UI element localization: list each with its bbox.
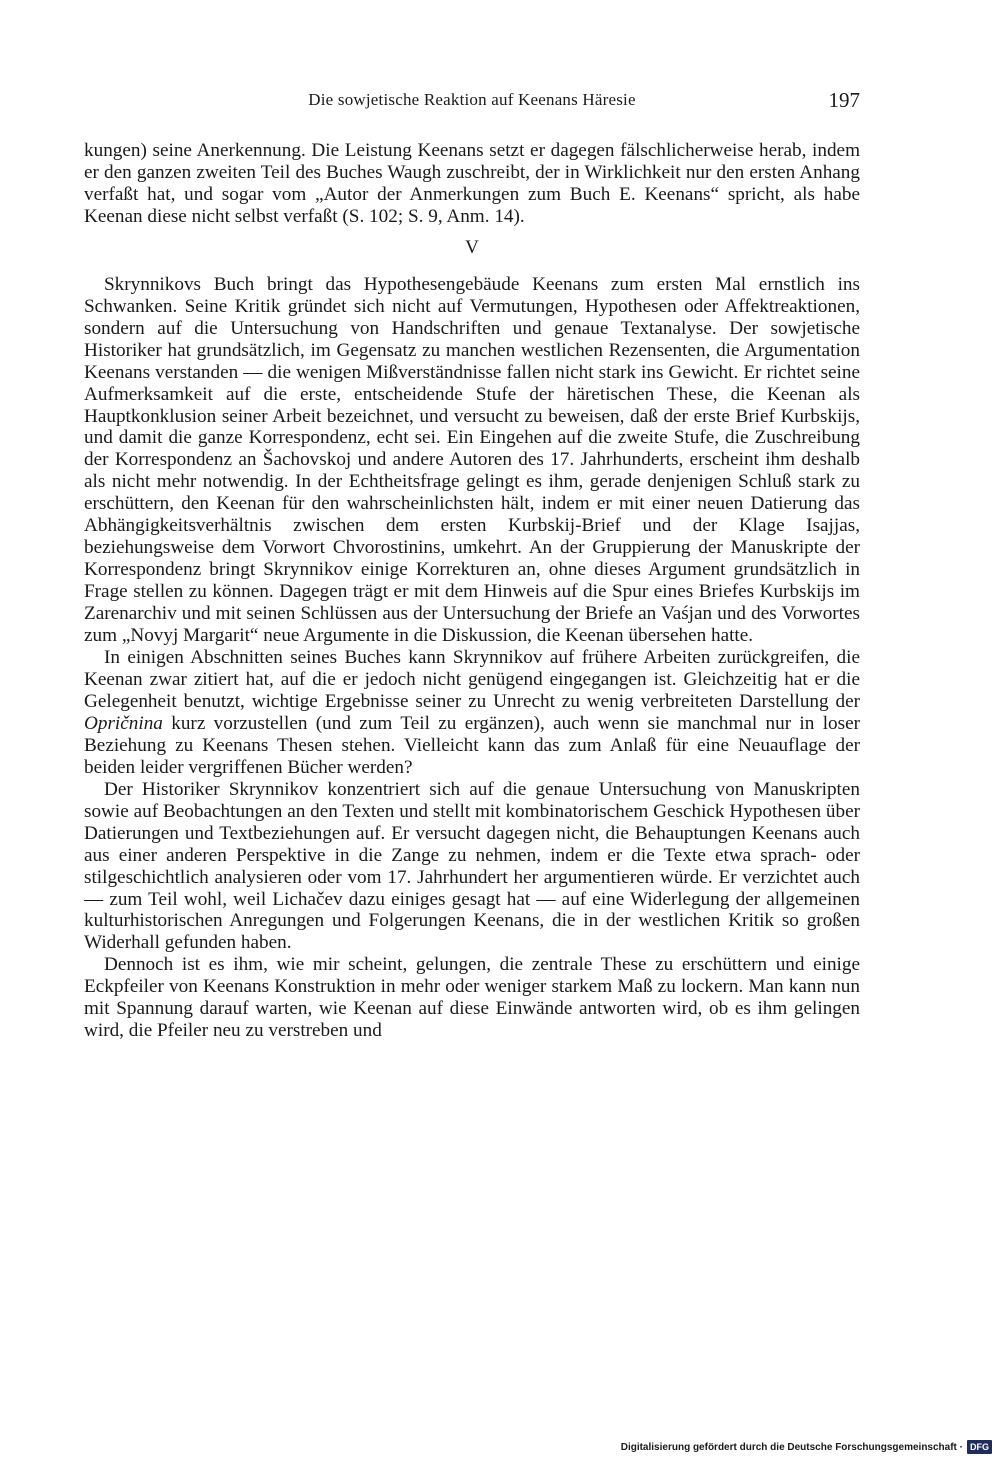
paragraph-2-text-after: kurz vorzustellen (und zum Teil zu ergänzen), auch wenn sie manchmal nur in loser Beziehung zu Keenans Thesen stehen. Vielleicht kann das zum Anlaß für eine Neuauflage der beiden leider vergriffenen Bücher werden?	[84, 712, 860, 778]
running-title: Die sowjetische Reaktion auf Keenans Häresie	[308, 90, 636, 109]
page-number: 197	[828, 88, 860, 112]
paragraph-4: Dennoch ist es ihm, wie mir scheint, gelungen, die zentrale These zu erschüttern und einige Eckpfeiler von Keenans Konstruktion in mehr oder weniger starkem Maß zu lockern. Man kann nun mit Spannung darauf warten, wie Keenan auf diese Einwände antworten wird, ob es ihm gelingen wird, die Pfeiler neu zu verstreben und	[84, 954, 860, 1042]
dfg-logo: DFG	[967, 1440, 992, 1454]
digitization-credit: Digitalisierung gefördert durch die Deutsche Forschungsgemeinschaft ·	[620, 1441, 963, 1453]
paragraph-1: Skrynnikovs Buch bringt das Hypothesengebäude Keenans zum ersten Mal ernstlich ins Schwanken. Seine Kritik gründet sich nicht auf Vermutungen, Hypothesen oder Affektreaktionen, sondern auf die Untersuchung von Handschriften und genaue Textanalyse. Der sowjetische Historiker hat grundsätzlich, im Gegensatz zu manchen westlichen Rezensenten, die Argumentation Keenans verstanden — die wenigen Mißverständnisse fallen nicht stark ins Gewicht. Er richtet seine Aufmerksamkeit auf die erste, entscheidende Stufe der häretischen These, die Keenan als Hauptkonklusion seiner Arbeit bezeichnet, und versucht zu beweisen, daß der erste Brief Kurbskijs, und damit die ganze Korrespondenz, echt sei. Ein Eingehen auf die zweite Stufe, die Zuschreibung der Korrespondenz an Šachovskoj und andere Autoren des 17. Jahrhunderts, erscheint ihm deshalb als nicht mehr notwendig. In der Echtheitsfrage gelingt es ihm, gerade denjenigen Schluß stark zu erschüttern, den Keenan für den wahrscheinlichsten hält, indem er mit einer neuen Datierung das Abhängigkeitsverhältnis zwischen dem ersten Kurbskij-Brief und der Klage Isajjas, beziehungsweise dem Vorwort Chvorostinins, umkehrt. An der Gruppierung der Manuskripte der Korrespondenz bringt Skrynnikov einige Korrekturen an, ohne dieses Argument grundsätzlich in Frage stellen zu können. Dagegen trägt er mit dem Hinweis auf die Spur eines Briefes Kurbskijs im Zarenarchiv und mit seinen Schlüssen aus der Untersuchung der Briefe an Vaśjan und des Vorwortes zum „Novyj Margarit“ neue Argumente in die Diskussion, die Keenan übersehen hatte.	[84, 273, 860, 647]
running-header	[84, 88, 860, 118]
digitization-footer	[621, 1439, 992, 1455]
continuation-paragraph: kungen) seine Anerkennung. Die Leistung Keenans setzt er dagegen fälschlicherweise herab, indem er den ganzen zweiten Teil des Buches Waugh zuschreibt, der in Wirklichkeit nur den ersten Anhang verfaßt hat, und sogar vom „Autor der Anmerkungen zum Buch E. Keenans“ spricht, als habe Keenan diese nicht selbst verfaßt (S. 102; S. 9, Anm. 14).	[84, 140, 860, 227]
page-body	[84, 140, 860, 1042]
paragraph-2-italic-term: Opričnina	[84, 712, 163, 734]
section-heading: V	[465, 236, 479, 258]
paragraph-2-text-before: In einigen Abschnitten seines Buches kann Skrynnikov auf frühere Arbeiten zurückgreifen, die Keenan zwar zitiert hat, auf die er jedoch nicht genügend eingegangen ist. Gleichzeitig hat er die Gelegenheit benutzt, wichtige Ergebnisse seiner zu Unrecht zu wenig verbreiteten Darstellung der	[84, 647, 860, 712]
paragraph-2	[84, 647, 860, 779]
paragraph-3: Der Historiker Skrynnikov konzentriert sich auf die genaue Untersuchung von Manuskripten sowie auf Beobachtungen an den Texten und stellt mit kombinatorischem Geschick Hypothesen über Datierungen und Textbeziehungen auf. Er versucht dagegen nicht, die Behauptungen Keenans auch aus einer anderen Perspektive in die Zange zu nehmen, indem er die Texte etwa sprach- oder stilgeschichtlich analysieren oder vom 17. Jahrhundert her argumentieren würde. Er verzichtet auch — zum Teil wohl, weil Lichačev dazu einiges gesagt hat — auf eine Widerlegung der allgemeinen kulturhistorischen Anregungen und Folgerungen Keenans, die in der westlichen Kritik so großen Widerhall gefunden haben.	[84, 778, 860, 954]
